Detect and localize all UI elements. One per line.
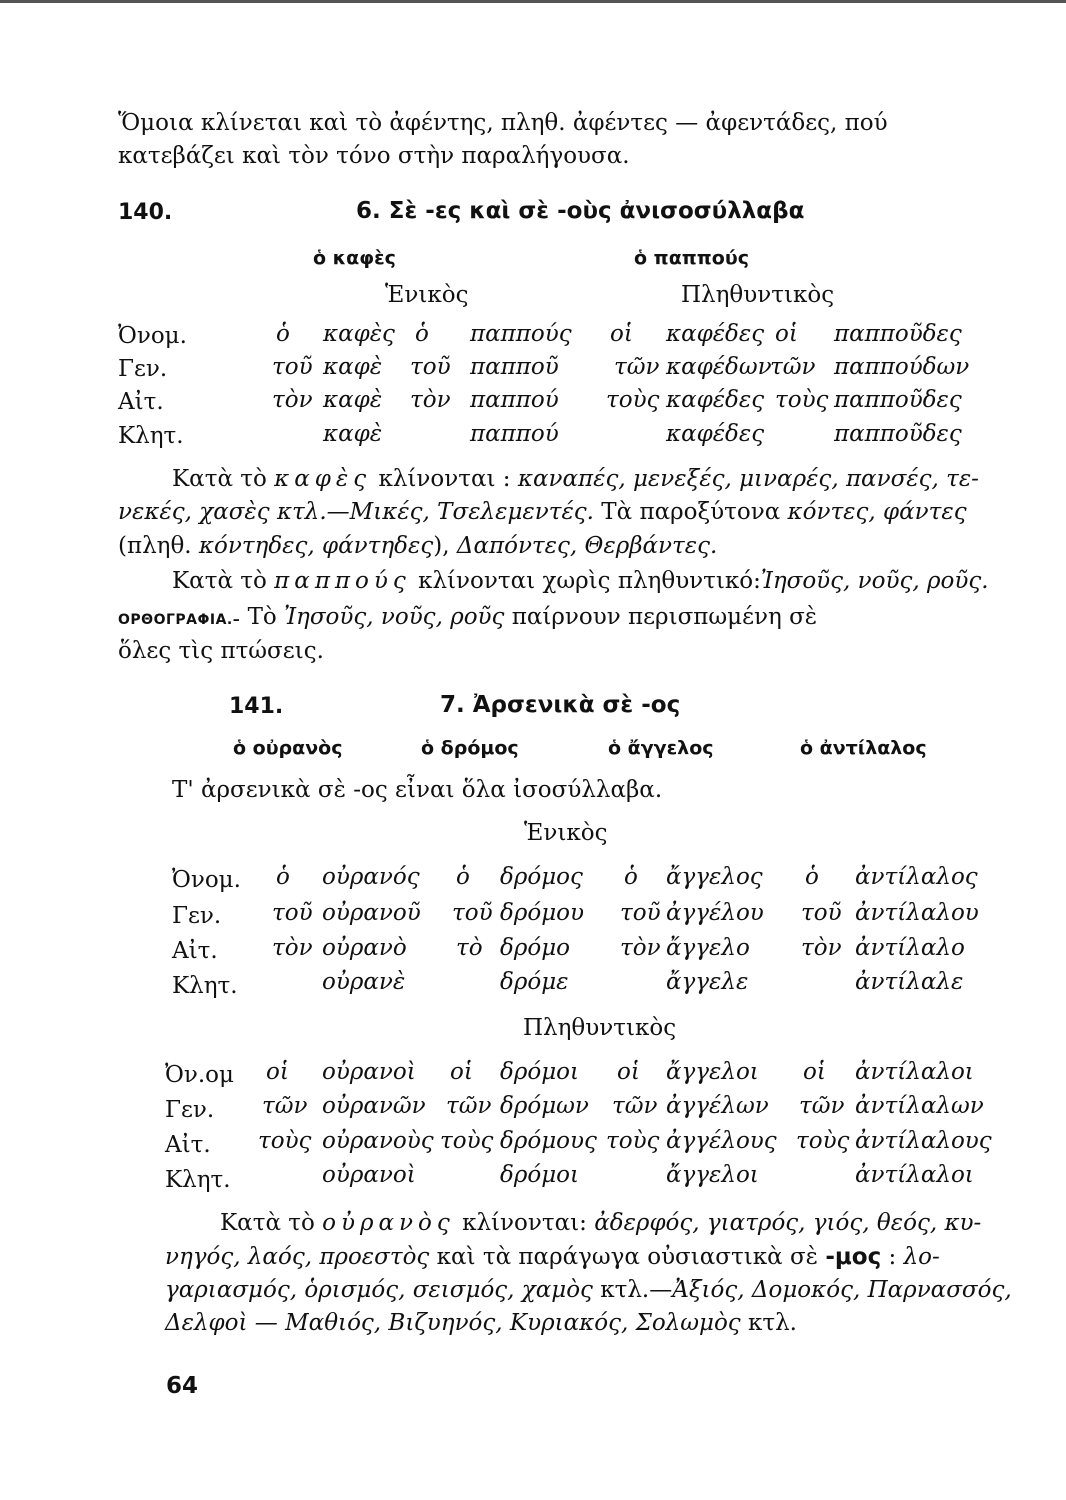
para140-line-2 xyxy=(118,499,967,525)
table-cell: τὸν xyxy=(410,387,451,413)
plural-header-141: Πληθυντικὸς xyxy=(523,1015,677,1041)
table-cell: παππού xyxy=(470,421,559,447)
table-cell: ἄγγελος xyxy=(666,864,763,890)
table-cell: τῶν xyxy=(262,1093,308,1119)
table-cell: οὐρανός xyxy=(322,864,420,890)
para141-line-4 xyxy=(165,1310,797,1336)
section-140-title: 6. Σὲ -ες καὶ σὲ -οὺς ἀνισοσύλλαβα xyxy=(356,198,805,224)
table-cell: ἀντίλαλο xyxy=(855,935,965,961)
text-run: καφὲς xyxy=(274,466,372,492)
section-140-number: 140. xyxy=(118,200,173,225)
table-cell: τοὺς xyxy=(796,1128,850,1154)
noun-angelos-label: ὁ ἄγγελος xyxy=(608,737,714,759)
table-cell: ἀντίλαλους xyxy=(855,1128,992,1154)
text-run: οὐρανὸς xyxy=(322,1210,455,1236)
table-cell: οὐρανοὺς xyxy=(322,1128,434,1154)
plural-header: Πληθυντικὸς xyxy=(681,282,835,308)
table-cell: ἄγγελο xyxy=(666,935,750,961)
noun-pappous-label: ὁ παππούς xyxy=(634,247,749,269)
table-cell: οὐρανὸ xyxy=(322,935,407,961)
singular-header: Ἑνικὸς xyxy=(385,282,469,308)
table-cell: τοῦ xyxy=(410,354,451,380)
text-run: κόντες, φάντες xyxy=(787,499,967,525)
table-cell: παππούδων xyxy=(834,354,970,380)
table-cell: τὸν xyxy=(801,935,842,961)
sec141-note xyxy=(172,777,662,803)
orthography-label: ΟΡΘΟΓΡΑΦΙΑ.– xyxy=(118,612,241,628)
text-run: νεκές, χασὲς κτλ.—Μικές, Τσελεμεντές. xyxy=(118,499,594,525)
case-label: Γεν. xyxy=(172,903,222,929)
table-cell: δρόμοι xyxy=(500,1162,580,1188)
table-cell: δρόμο xyxy=(500,935,571,961)
case-label: Γεν. xyxy=(118,356,168,382)
table-cell: καφέδες xyxy=(666,387,765,413)
noun-dromos-label: ὁ δρόμος xyxy=(421,737,519,759)
intro-line-2 xyxy=(118,143,630,169)
case-label: Γεν. xyxy=(165,1097,215,1123)
table-cell: ἄγγελοι xyxy=(666,1059,759,1085)
table-cell: δρόμων xyxy=(500,1093,589,1119)
text-run: Ἀξιός, Δομοκός, Παρνασσός, xyxy=(672,1277,1012,1303)
text-run: ), xyxy=(433,533,450,559)
table-cell: τοῦ xyxy=(801,900,842,926)
para141-line-2 xyxy=(165,1244,940,1270)
table-cell: παππούς xyxy=(470,321,572,347)
text-run: γαριασμός, ὁρισμός, σεισμός, χαμὸς xyxy=(165,1277,593,1303)
table-cell: ὁ xyxy=(456,864,470,890)
intro-line-1-text: Ὅμοια κλίνεται καὶ τὸ ἀφέντης, πληθ. ἀφέντες — ἀφεντάδες, πού xyxy=(118,110,888,136)
table-cell: ἀντίλαλων xyxy=(855,1093,984,1119)
text-run: κτλ.— xyxy=(600,1277,673,1303)
table-cell: καφέδων xyxy=(666,354,772,380)
text-run: : xyxy=(888,1244,897,1270)
table-cell: καφὲς xyxy=(323,321,395,347)
table-cell: δρόμος xyxy=(500,864,583,890)
table-cell: τοὺς xyxy=(440,1128,494,1154)
text-run: Τ' xyxy=(172,777,194,803)
table-cell: ἀγγέλων xyxy=(666,1093,769,1119)
table-cell: τὸν xyxy=(272,935,313,961)
case-label: Ὀν.ομ xyxy=(165,1062,234,1088)
table-cell: δρόμου xyxy=(500,900,584,926)
intro-line-1 xyxy=(118,110,888,136)
table-cell: οὐρανῶν xyxy=(322,1093,426,1119)
table-cell: παπποῦδες xyxy=(834,321,962,347)
table-cell: οἱ xyxy=(266,1059,289,1085)
table-cell: ἀντίλαλε xyxy=(855,969,964,995)
text-run: παππούς xyxy=(274,568,411,594)
table-cell: τοῦ xyxy=(620,900,661,926)
text-run: ἀδερφός, γιατρός, γιός, θεός, κυ- xyxy=(594,1210,982,1236)
para140-line-1 xyxy=(172,466,979,492)
table-cell: ἀγγέλου xyxy=(666,900,764,926)
table-cell: ὁ xyxy=(415,321,429,347)
table-cell: οἱ xyxy=(450,1059,473,1085)
table-cell: ὁ xyxy=(276,864,290,890)
para141-line-1 xyxy=(220,1210,981,1236)
intro-line-2-text: κατεβάζει καὶ τὸν τόνο στὴν παραλήγουσα. xyxy=(118,143,630,169)
section-141-title: 7. Ἀρσενικὰ σὲ -ος xyxy=(440,692,681,718)
table-cell: παπποῦδες xyxy=(834,421,962,447)
table-cell: τῶν xyxy=(446,1093,492,1119)
table-cell: ἀγγέλους xyxy=(666,1128,777,1154)
text-run: -μος xyxy=(825,1244,882,1270)
table-cell: τοῦ xyxy=(272,354,313,380)
table-cell: παππού xyxy=(470,387,559,413)
singular-header-141: Ἑνικὸς xyxy=(524,820,608,846)
para140-line-5 xyxy=(118,604,817,633)
case-label: Αἰτ. xyxy=(118,389,164,415)
para140-line-3 xyxy=(118,533,717,559)
table-cell: καφὲ xyxy=(323,354,383,380)
text-run: Τὰ παροξύτονα xyxy=(601,499,781,525)
table-cell: οὐρανοὶ xyxy=(322,1162,416,1188)
table-cell: καφέδες xyxy=(666,321,765,347)
text-run: ἀρσενικὰ σὲ -ος εἶναι ὅλα ἰσοσύλλαβα. xyxy=(200,777,663,803)
table-cell: τῶν xyxy=(770,354,816,380)
text-run: ὅλες τὶς πτώσεις. xyxy=(118,638,324,664)
text-run: Κατὰ τὸ xyxy=(172,568,267,594)
table-cell: οὐρανὲ xyxy=(322,969,406,995)
case-label: Αἰτ. xyxy=(165,1132,211,1158)
table-cell: τοὺς xyxy=(606,387,660,413)
table-cell: παπποῦδες xyxy=(834,387,962,413)
table-cell: οἱ xyxy=(803,1059,826,1085)
table-cell: οὐρανοὶ xyxy=(322,1059,416,1085)
text-run: Κατὰ τὸ xyxy=(220,1210,315,1236)
table-cell: ἀντίλαλου xyxy=(855,900,979,926)
text-run: Ἰησοῦς, νοῦς, ροῦς xyxy=(284,604,505,630)
table-cell: δρόμοι xyxy=(500,1059,580,1085)
table-cell: δρόμε xyxy=(500,969,569,995)
table-cell: οἱ xyxy=(617,1059,640,1085)
text-run: Δελφοὶ — Μαθιός, Βιζυηνός, Κυριακός, Σολωμὸς xyxy=(165,1310,741,1336)
table-cell: καφὲ xyxy=(323,421,383,447)
text-run: Δαπόντες, Θερβάντες. xyxy=(456,533,718,559)
table-cell: οὐρανοῦ xyxy=(322,900,421,926)
table-cell: οἱ xyxy=(610,321,633,347)
table-cell: τὸ xyxy=(456,935,483,961)
table-cell: τὸν xyxy=(272,387,313,413)
text-run: κλίνονται : xyxy=(378,466,511,492)
text-run: κλίνονται: xyxy=(462,1210,587,1236)
case-label: Κλητ. xyxy=(172,973,238,999)
section-141-number: 141. xyxy=(229,694,284,719)
case-label: Αἰτ. xyxy=(172,938,218,964)
table-cell: τῶν xyxy=(612,1093,658,1119)
text-run: Κατὰ τὸ xyxy=(172,466,267,492)
table-cell: καφέδες xyxy=(666,421,765,447)
case-label: Ὀνομ. xyxy=(172,867,241,893)
text-run: Τὸ xyxy=(247,604,277,630)
text-run: Ἰησοῦς, νοῦς, ροῦς. xyxy=(760,568,989,594)
table-cell: ὁ xyxy=(805,864,819,890)
noun-antilalos-label: ὁ ἀντίλαλος xyxy=(800,737,927,759)
text-run: καὶ τὰ παράγωγα οὐσιαστικὰ σὲ xyxy=(436,1244,819,1270)
table-cell: τὸν xyxy=(620,935,661,961)
table-cell: τοὺς xyxy=(606,1128,660,1154)
text-run: (πληθ. xyxy=(118,533,192,559)
table-cell: ἀντίλαλοι xyxy=(855,1162,974,1188)
text-run: παίρνουν περισπωμένη σὲ xyxy=(511,604,818,630)
table-cell: τοὺς xyxy=(775,387,829,413)
table-cell: παπποῦ xyxy=(470,354,559,380)
case-label: Ὀνομ. xyxy=(118,323,187,349)
para140-line-4 xyxy=(172,568,989,594)
table-cell: καφὲ xyxy=(323,387,383,413)
table-cell: τοῦ xyxy=(452,900,493,926)
text-run: καναπές, μενεξές, μιναρές, πανσές, τε- xyxy=(517,466,979,492)
table-cell: τοὺς xyxy=(258,1128,312,1154)
table-cell: τοῦ xyxy=(272,900,313,926)
page-number: 64 xyxy=(166,1373,199,1399)
table-cell: ὁ xyxy=(276,321,290,347)
noun-ouranos-label: ὁ οὐρανὸς xyxy=(233,737,343,759)
table-cell: δρόμους xyxy=(500,1128,597,1154)
table-cell: τῶν xyxy=(799,1093,845,1119)
para141-line-3 xyxy=(165,1277,1012,1303)
text-run: κόντηδες, φάντηδες xyxy=(198,533,434,559)
case-label: Κλητ. xyxy=(118,423,184,449)
noun-kafes-label: ὁ καφὲς xyxy=(313,247,396,269)
table-cell: οἱ xyxy=(775,321,798,347)
text-run: νηγός, λαός, προεστὸς xyxy=(165,1244,430,1270)
table-cell: ἀντίλαλοι xyxy=(855,1059,974,1085)
para140-line-6 xyxy=(118,638,324,664)
table-cell: ἄγγελοι xyxy=(666,1162,759,1188)
table-cell: ὁ xyxy=(624,864,638,890)
table-cell: ἀντίλαλος xyxy=(855,864,978,890)
text-run: κλίνονται χωρὶς πληθυντικό: xyxy=(418,568,761,594)
case-label: Κλητ. xyxy=(165,1167,231,1193)
text-run: κτλ. xyxy=(748,1310,797,1336)
table-cell: ἄγγελε xyxy=(666,969,749,995)
table-cell: τῶν xyxy=(614,354,660,380)
scan-top-border xyxy=(0,0,1066,3)
text-run: λο- xyxy=(903,1244,940,1270)
